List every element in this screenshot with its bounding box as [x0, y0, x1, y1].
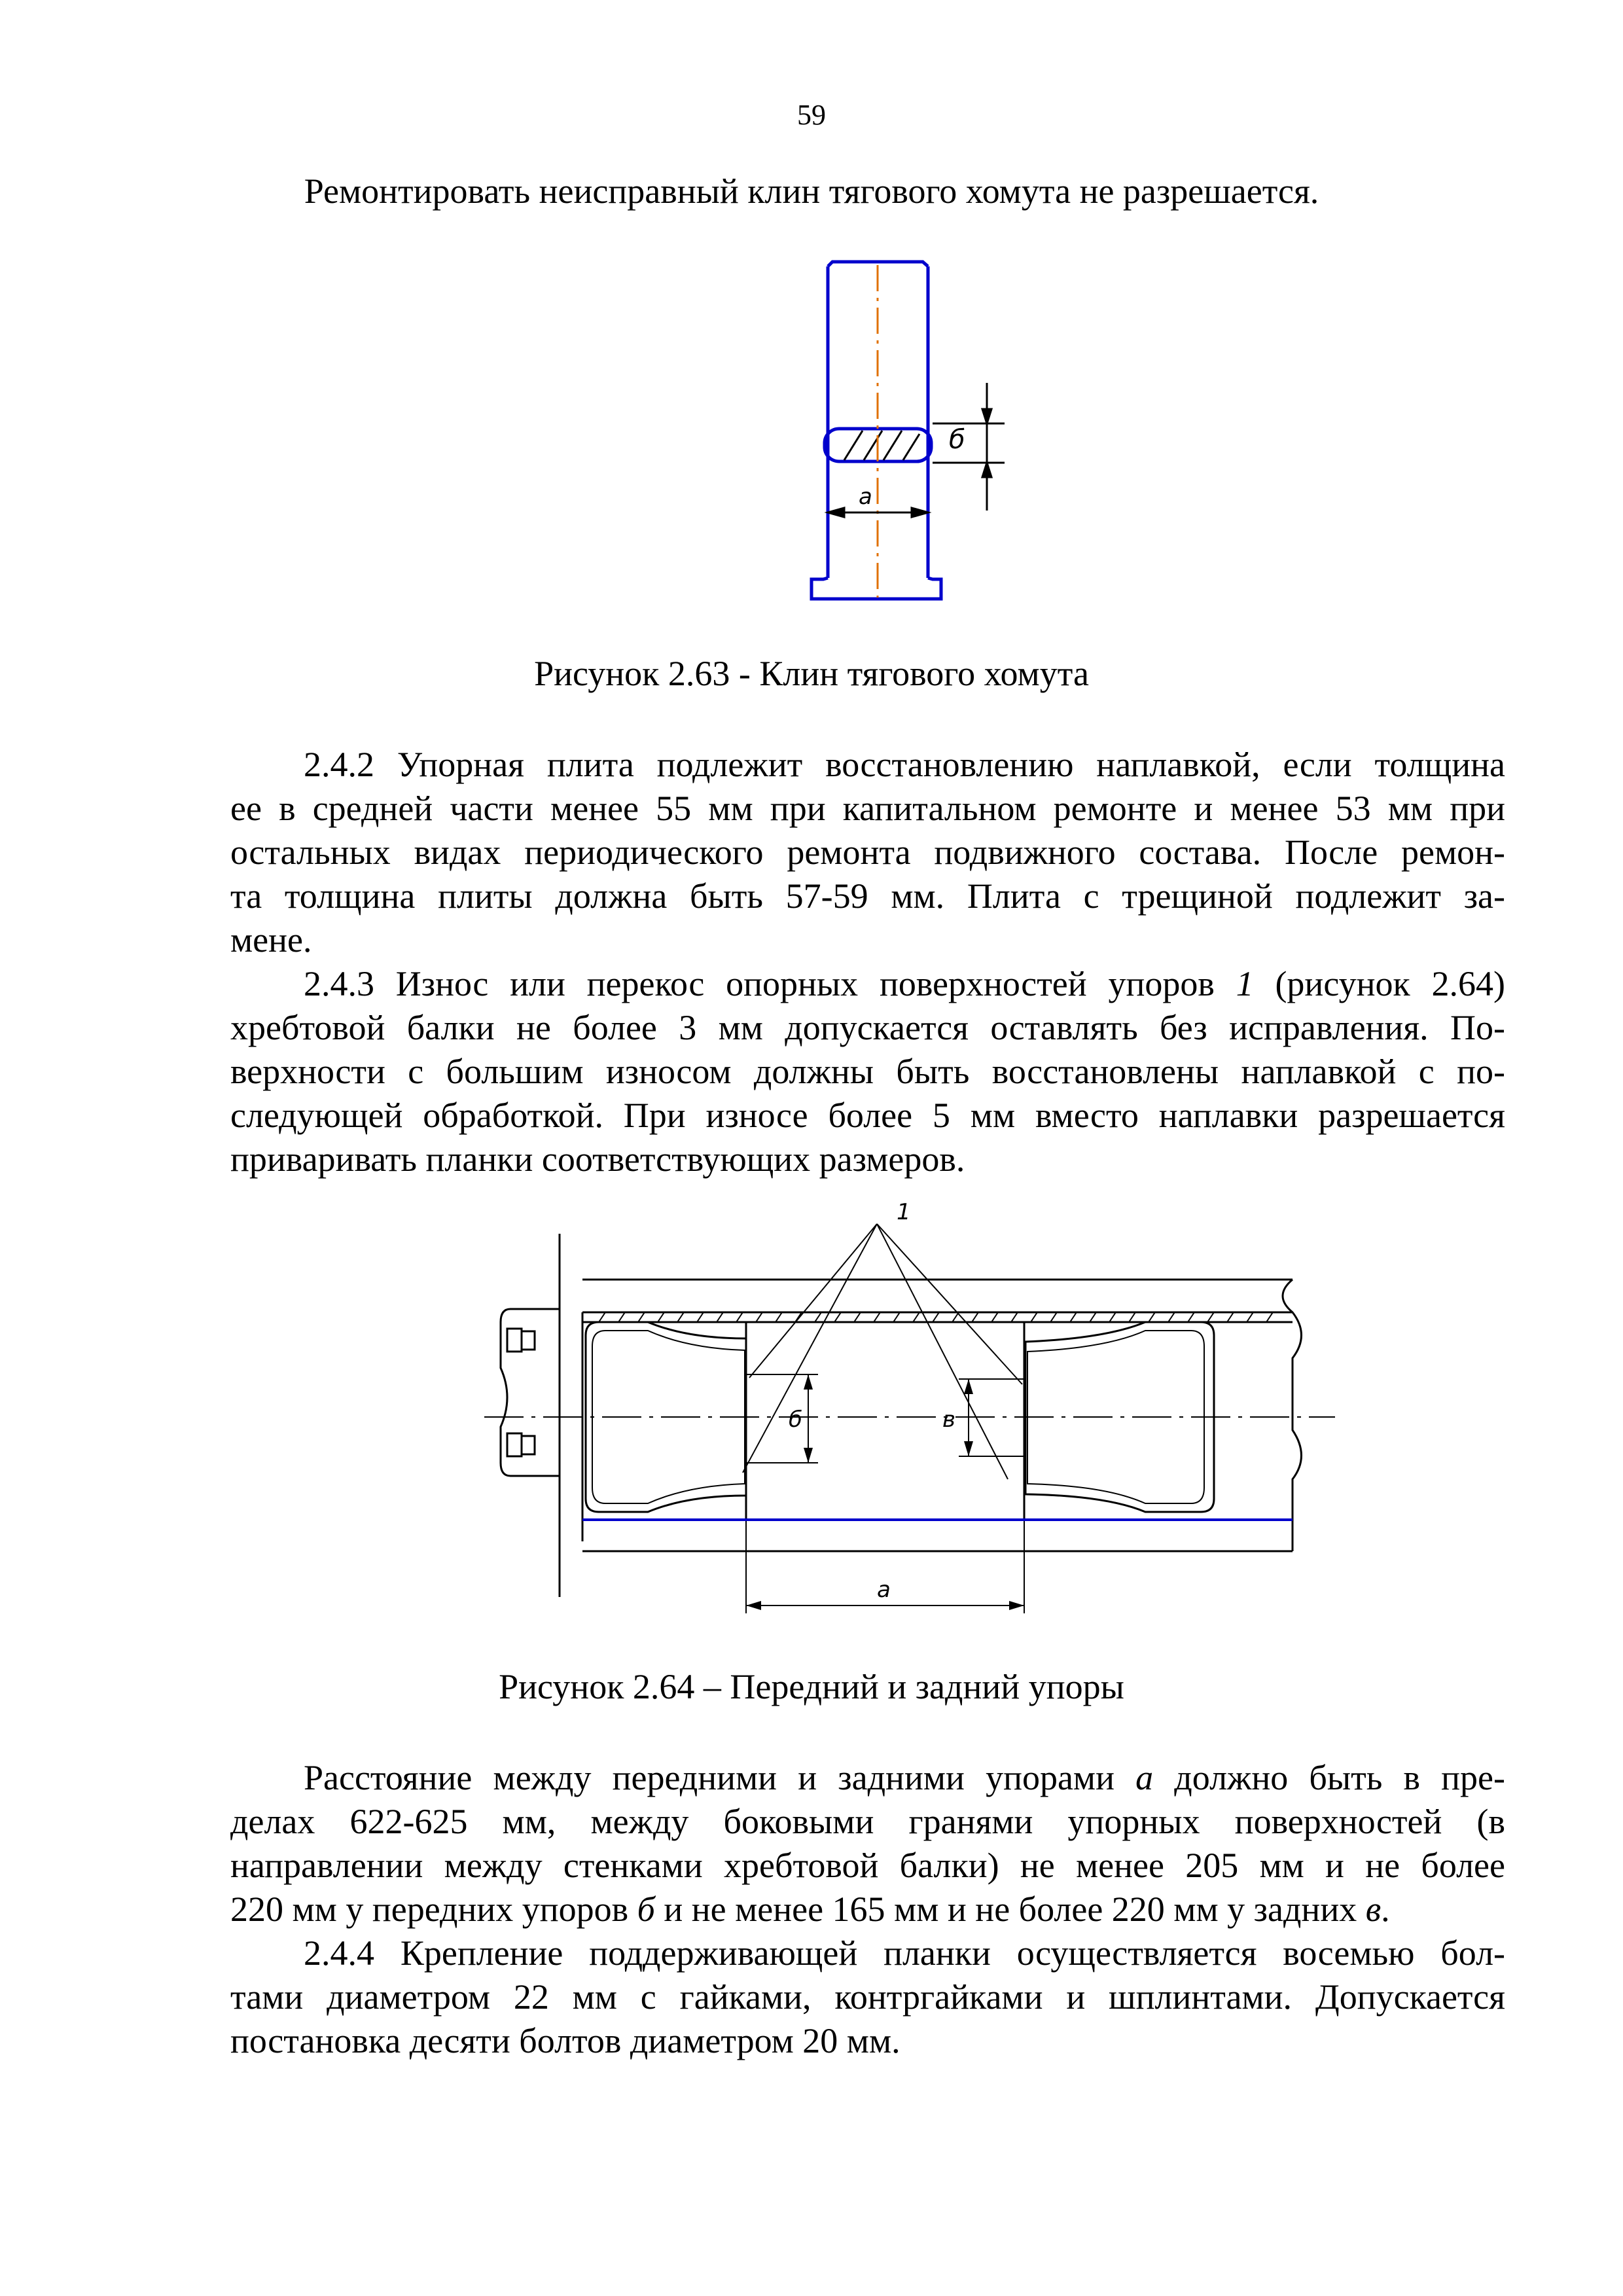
- paragraph-2-4-4-line-3: постановка десяти болтов диаметром 20 мм.: [230, 2021, 901, 2060]
- label-a: а: [877, 1577, 891, 1603]
- distance-text: Расстояние между передними и задними упорами: [304, 1758, 1136, 1797]
- rear-stop-inner: [1027, 1331, 1204, 1503]
- label-b: б: [789, 1407, 802, 1433]
- paragraph-2-4-4-line-1: 2.4.4 Крепление поддерживающей планки осуществляется восемью бол-: [304, 1933, 1505, 1973]
- figure-reference: (рисунок 2.64): [1253, 964, 1505, 1003]
- paragraph-2-4-2-line-5: мене.: [230, 920, 312, 960]
- bolt-top: [507, 1329, 535, 1352]
- figure-2-64-drawing: [484, 1181, 1348, 1653]
- paragraph-2-4-2-line-2: ее в средней части менее 55 мм при капитальном ремонте и менее 53 мм при: [230, 789, 1505, 828]
- page-number: 59: [797, 99, 826, 131]
- paragraph-2-4-3-line-2: хребтовой балки не более 3 мм допускается оставлять без исправления. По-: [230, 1008, 1505, 1047]
- reference-1: 1: [1236, 964, 1254, 1003]
- paragraph-2-4-4-line-2: тами диаметром 22 мм с гайками, контргайками и шплинтами. Допускается: [230, 1977, 1505, 2017]
- paragraph-2-4-2-line-1: 2.4.2 Упорная плита подлежит восстановлению наплавкой, если толщина: [304, 745, 1505, 784]
- label-b: б: [949, 425, 965, 455]
- arrowheads: [746, 1374, 1024, 1610]
- coupler-head: [501, 1309, 560, 1476]
- intro-sentence: Ремонтировать неисправный клин тягового хомута не разрешается.: [304, 171, 1319, 211]
- paragraph-2-4-3-line-5: приваривать планки соответствующих размеров.: [230, 1139, 965, 1179]
- distance-paragraph-line-3: направлении между стенками хребтовой балки) не менее 205 мм и не более: [230, 1846, 1505, 1885]
- break-line: [1283, 1280, 1302, 1551]
- label-a: а: [859, 484, 872, 510]
- dimension-a: [828, 508, 928, 517]
- distance-text-4: 220 мм у передних упоров: [230, 1890, 637, 1929]
- distance-paragraph-line-4: [230, 1888, 1505, 1931]
- figure-2-63-drawing: [785, 252, 982, 619]
- figure-2-64-caption: Рисунок 2.64 – Передний и задний упоры: [499, 1667, 1124, 1706]
- bolt-bottom: [507, 1433, 535, 1456]
- section-hatching: [844, 431, 919, 460]
- paragraph-2-4-3-line-3: верхности с большим износом должны быть восстановлены наплавкой с по-: [230, 1052, 1505, 1091]
- paragraph-2-4-3-line-1: [230, 962, 1505, 1006]
- paragraph-2-4-3-line-4: следующей обработкой. При износе более 5 мм вместо наплавки разрешается: [230, 1096, 1505, 1135]
- leader-lines: [743, 1224, 1022, 1479]
- variable-v: в: [1365, 1890, 1382, 1929]
- figure-2-63-caption: Рисунок 2.63 - Клин тягового хомута: [534, 654, 1089, 693]
- distance-paragraph-line-2: делах 622-625 мм, между боковыми гранями упорных поверхностей (в: [230, 1802, 1505, 1841]
- distance-text-end: должно быть в пре-: [1153, 1758, 1505, 1797]
- variable-a: а: [1135, 1758, 1154, 1797]
- distance-text-4b: и не менее 165 мм и не более 220 мм у задних: [654, 1890, 1366, 1929]
- flange-hatching: [599, 1312, 1273, 1322]
- paragraph-2-4-2-line-3: остальных видах периодического ремонта подвижного состава. После ремон-: [230, 833, 1505, 872]
- label-1: 1: [897, 1199, 911, 1225]
- dimension-b: [933, 383, 1005, 511]
- label-v: в: [942, 1407, 956, 1433]
- distance-text-4c: .: [1381, 1890, 1390, 1929]
- paragraph-2-4-2-line-4: та толщина плиты должна быть 57-59 мм. Плита с трещиной подлежит за-: [230, 876, 1505, 916]
- variable-b: б: [637, 1890, 655, 1929]
- distance-paragraph-line-1: [230, 1756, 1505, 1800]
- wedge-outline: [812, 262, 941, 599]
- paragraph-2-4-3-text: 2.4.3 Износ или перекос опорных поверхностей упоров: [304, 964, 1236, 1003]
